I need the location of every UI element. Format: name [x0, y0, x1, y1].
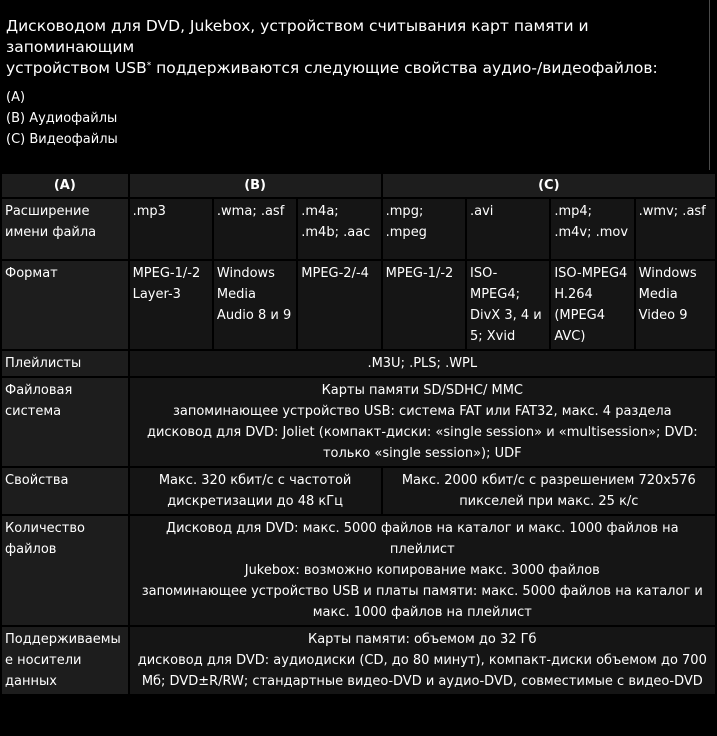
intro-line-2-start: устройством USB	[6, 59, 147, 77]
row-label-filesystem: Файловая система	[2, 378, 128, 466]
properties-video-cell: Макс. 2000 кбит/с с разрешением 720x576 пикселей при макс. 25 к/с	[383, 468, 715, 514]
table-row	[2, 351, 715, 376]
filecount-line: Jukebox: возможно копирование макс. 3000 файлов	[244, 563, 600, 578]
format-cell: MPEG-2/-4	[298, 261, 380, 349]
row-label-extension: Расширение имени файла	[2, 199, 128, 259]
format-cell: ISO-MPEG4; DivX 3, 4 и 5; Xvid	[467, 261, 549, 349]
table-row	[2, 199, 715, 259]
media-line: Карты памяти: объемом до 32 Гб	[307, 632, 537, 647]
table-row	[2, 378, 715, 466]
media-line: дисковод для DVD: аудиодиски (CD, до 80 минут), компакт-диски объемом до 700 Мб; DVD±R/RW; стандартные видео-DVD и аудио-DVD, совместимые с видео-DVD	[137, 653, 707, 689]
header-a: (A)	[2, 174, 128, 197]
filesystem-line: дисковод для DVD: Joliet (компакт-диски: «single session» и «multisession»; DVD: только «single session»); UDF	[146, 425, 698, 461]
table-row	[2, 468, 715, 514]
intro-section	[0, 0, 710, 170]
legend-b: (B) Аудиофайлы	[6, 111, 118, 126]
table-row	[2, 627, 715, 694]
format-cell: Windows Media Audio 8 и 9	[214, 261, 296, 349]
extension-cell: .m4a; .m4b; .aac	[298, 199, 380, 259]
filesystem-cell	[130, 378, 715, 466]
properties-audio-cell: Макс. 320 кбит/с с частотой дискретизации до 48 кГц	[130, 468, 381, 514]
extension-cell: .avi	[467, 199, 549, 259]
extension-cell: .wmv; .asf	[636, 199, 715, 259]
header-b: (B)	[130, 174, 381, 197]
intro-line-1: Дисководом для DVD, Jukebox, устройством считывания карт памяти и запоминающим	[6, 17, 589, 56]
footnote-marker: *	[146, 61, 152, 71]
extension-cell: .mp3	[130, 199, 212, 259]
playlists-cell: .M3U; .PLS; .WPL	[130, 351, 715, 376]
table-row	[2, 261, 715, 349]
row-label-properties: Свойства	[2, 468, 128, 514]
extension-cell: .wma; .asf	[214, 199, 296, 259]
format-cell: MPEG-1/-2	[383, 261, 465, 349]
legend-c: (C) Видеофайлы	[6, 132, 118, 147]
header-row	[2, 174, 715, 197]
file-properties-table	[0, 172, 717, 696]
intro-paragraph	[6, 16, 706, 79]
extension-cell: .mp4; .m4v; .mov	[551, 199, 633, 259]
intro-line-2-end: поддерживаются следующие свойства аудио-/видеофайлов:	[151, 59, 658, 77]
filesystem-line: запоминающее устройство USB: система FAT или FAT32, макс. 4 раздела	[172, 404, 672, 419]
format-cell: ISO-MPEG4 H.264 (MPEG4 AVC)	[551, 261, 633, 349]
table-row	[2, 516, 715, 625]
legend-a: (A)	[6, 90, 26, 105]
media-cell	[130, 627, 715, 694]
row-label-format: Формат	[2, 261, 128, 349]
format-cell: MPEG-1/-2 Layer-3	[130, 261, 212, 349]
filecount-line: запоминающее устройство USB и платы памяти: макс. 5000 файлов на каталог и макс. 1000 файлов на плейлист	[141, 584, 703, 620]
filecount-line: Дисковод для DVD: макс. 5000 файлов на каталог и макс. 1000 файлов на плейлист	[165, 521, 679, 557]
format-cell: Windows Media Video 9	[636, 261, 715, 349]
header-c: (C)	[383, 174, 715, 197]
filecount-cell	[130, 516, 715, 625]
row-label-filecount: Количество файлов	[2, 516, 128, 625]
filesystem-line: Карты памяти SD/SDHC/ MMC	[321, 383, 524, 398]
row-label-media: Поддерживаемые носители данных	[2, 627, 128, 694]
row-label-playlists: Плейлисты	[2, 351, 128, 376]
extension-cell: .mpg; .mpeg	[383, 199, 465, 259]
